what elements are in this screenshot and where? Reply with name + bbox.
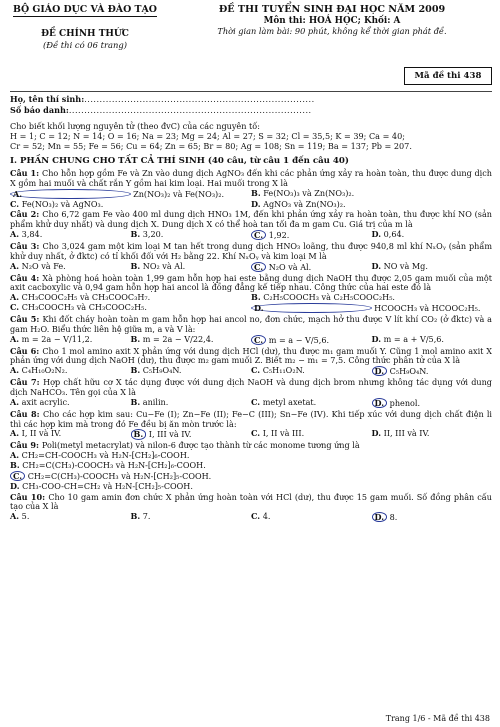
answer-option-c	[10, 303, 251, 314]
ministry-name: BỘ GIÁO DỤC VÀ ĐÀO TẠO	[13, 4, 157, 17]
question-number: Câu 10:	[10, 491, 49, 502]
circled-answer-letter: D.	[251, 303, 372, 313]
answer-option-d	[251, 303, 492, 314]
exam-code-box: Mã đề thi 438	[404, 67, 492, 85]
circled-answer-letter: C.	[251, 262, 266, 272]
candidate-id-line	[10, 106, 492, 116]
candidate-id-label: Số báo danh:	[10, 105, 69, 116]
answer-letter: A.	[10, 260, 20, 271]
answer-text: m = a − V/5,6.	[266, 334, 330, 345]
answer-text: Fe(NO₃)₂ và AgNO₃.	[19, 198, 104, 209]
question-number: Câu 5:	[10, 313, 43, 324]
answer-options	[10, 230, 492, 241]
question-10	[10, 493, 492, 524]
answer-option-d	[372, 230, 493, 241]
answer-letter: C.	[251, 428, 261, 439]
question-text: Poli(metyl metacrylat) và nilon-6 được tạo thành từ các monome tương ứng là	[41, 440, 360, 451]
question-6	[10, 347, 492, 378]
atomic-mass-title: Cho biết khối lượng nguyên tử (theo đvC) của các nguyên tố:	[10, 120, 260, 131]
question-text: Cho 10 gam amin đơn chức X phản ứng hoàn toàn với HCl (dư), thu được 15 gam muối. Số đồng phân cấu tạo của X là	[10, 491, 492, 512]
answer-options	[10, 451, 492, 491]
answer-option-a	[10, 230, 131, 241]
candidate-name-dots: ...........................................................................	[84, 94, 315, 105]
question-number: Câu 9:	[10, 440, 42, 451]
answer-option-c	[251, 366, 372, 377]
answer-letter: B.	[130, 229, 141, 240]
question-3	[10, 242, 492, 273]
answer-letter: D.	[251, 198, 261, 209]
circled-answer-letter: D.	[372, 512, 388, 522]
answer-options	[10, 335, 492, 346]
answer-text: NO và Mg.	[381, 260, 428, 271]
circled-answer-letter: D.	[372, 398, 388, 408]
answer-text: C₅H₁₁O₂N.	[260, 365, 305, 376]
question-number: Câu 2:	[10, 209, 43, 220]
answer-text: Fe(NO₃)₃ và Zn(NO₃)₂.	[260, 187, 355, 198]
question-text: Xà phòng hoá hoàn toàn 1,99 gam hỗn hợp hai este bằng dung dịch NaOH thu được 2,05 gam muối của một axit cacboxylic và 0,94 gam hỗn hợp hai ancol là đồng đẳng kế tiếp nhau. Công thức của hai este đó là	[10, 272, 493, 293]
question-list	[10, 169, 492, 523]
question-8	[10, 410, 492, 441]
question-9	[10, 441, 492, 491]
answer-option-a	[10, 512, 131, 523]
circled-answer-letter: C.	[251, 230, 266, 240]
answer-letter: B.	[10, 460, 20, 471]
answer-text: CH₂=C(CH₃)-COOCH₃ và H₂N-[CH₂]₅-COOH.	[25, 470, 212, 481]
question-7	[10, 378, 492, 409]
answer-text: anilin.	[140, 396, 169, 407]
exam-title: ĐỀ THI TUYỂN SINH ĐẠI HỌC NĂM 2009	[218, 4, 446, 15]
official-label: ĐỀ CHÍNH THỨC	[41, 29, 129, 40]
answer-letter: A.	[10, 428, 20, 439]
answer-option-c	[10, 200, 251, 210]
answer-text: N₂O và Fe.	[19, 260, 66, 271]
answer-option-b	[131, 398, 252, 409]
answer-text: Zn(NO₃)₂ và Fe(NO₃)₂.	[130, 188, 225, 199]
answer-options	[10, 366, 492, 377]
page-count: (Đề thi có 06 trang)	[42, 40, 128, 51]
answer-option-a	[10, 429, 131, 440]
answer-text: CH₃COOCH₃ và CH₃COOC₂H₅.	[19, 302, 147, 313]
answer-text: m = 2a − V/22,4.	[140, 333, 214, 344]
answer-text: phenol.	[387, 397, 421, 408]
answer-letter: B.	[251, 292, 261, 303]
answer-text: axit acrylic.	[19, 396, 70, 407]
answer-option-b	[251, 293, 492, 303]
answer-option-d	[372, 398, 493, 409]
answer-option-a	[10, 335, 131, 346]
answer-options	[10, 189, 492, 210]
section-title: I. PHẦN CHUNG CHO TẤT CẢ THÍ SINH (40 câu, từ câu 1 đến câu 40)	[10, 156, 349, 167]
circled-answer-letter: B.	[131, 429, 147, 439]
question-5	[10, 315, 492, 346]
question-number: Câu 3:	[10, 240, 43, 251]
atomic-mass-intro	[10, 122, 492, 152]
answer-option-d	[372, 512, 493, 523]
answer-letter: D.	[371, 260, 382, 271]
exam-duration: Thời gian làm bài: 90 phút, không kể thời gian phát đề.	[217, 26, 447, 37]
answer-letter: D.	[10, 480, 20, 491]
answer-letter: B.	[251, 187, 261, 198]
answer-text: metyl axetat.	[260, 396, 317, 407]
answer-option-c	[251, 335, 372, 346]
circled-answer-letter: A.	[10, 189, 131, 199]
answer-letter: D.	[371, 333, 382, 344]
header-right	[172, 4, 492, 51]
question-text: Hợp chất hữu cơ X tác dụng được với dung dịch NaOH và dung dịch brom nhưng không tác dụng với dung dịch NaHCO₃. Tên gọi của X là	[10, 377, 492, 397]
answer-text: C₅H₉O₄N.	[387, 366, 429, 377]
answer-text: II, III và IV.	[381, 428, 430, 439]
answer-options	[10, 293, 492, 314]
answer-option-b	[131, 230, 252, 241]
question-text: Cho hỗn hợp gồm Fe và Zn vào dung dịch AgNO₃ đến khi các phản ứng xảy ra hoàn toàn, thu được dung dịch X gồm hai muối và chất rắn Y gồm hai kim loại. Hai muối trong X là	[10, 167, 492, 188]
answer-text: m = a + V/5,6.	[381, 333, 445, 344]
question-1	[10, 169, 492, 209]
answer-text: C₄H₁₀O₂N₂.	[19, 365, 68, 376]
answer-text: 7.	[140, 511, 151, 522]
answer-option-c	[251, 262, 372, 273]
answer-text: CH₃-COO-CH=CH₂ và H₂N-[CH₂]₅-COOH.	[19, 480, 193, 491]
candidate-name-line	[10, 95, 492, 105]
answer-text: HCOOCH₃ và HCOOC₂H₅.	[371, 303, 481, 314]
question-number: Câu 4:	[10, 272, 43, 283]
answer-options	[10, 262, 492, 273]
answer-letter: B.	[130, 511, 141, 522]
answer-text: m = 2a − V/11,2.	[19, 333, 93, 344]
question-text: Cho 6,72 gam Fe vào 400 ml dung dịch HNO₃ 1M, đến khi phản ứng xảy ra hoàn toàn, thu được khí NO (sản phẩm khử duy nhất) và dung dịch X. Dung dịch X có thể hoà tan tối đa m gam Cu. Giá trị của m là	[10, 209, 492, 230]
answer-option-a	[10, 366, 131, 377]
answer-text: NO₂ và Al.	[140, 260, 186, 271]
answer-text: I, II và III.	[260, 428, 305, 439]
answer-letter: A.	[10, 511, 20, 522]
answer-text: N₂O và Al.	[266, 261, 312, 272]
answer-option-b	[131, 335, 252, 346]
question-text: Cho 1 mol amino axit X phản ứng với dung dịch HCl (dư), thu được m₁ gam muối Y. Cũng 1 mol amino axit X phản ứng với dung dịch NaOH (dư), thu được m₂ gam muối Z. Biết m₂ − m₁ = 7,5. Công thức phân tử của X là	[10, 345, 493, 366]
answer-text: 3,20.	[140, 229, 164, 240]
answer-letter: D.	[371, 229, 382, 240]
question-number: Câu 6:	[10, 345, 43, 356]
candidate-name-label: Họ, tên thí sinh:	[10, 94, 85, 105]
answer-text: 5.	[19, 511, 30, 522]
answer-option-d	[372, 335, 493, 346]
answer-letter: B.	[130, 333, 141, 344]
answer-option-a	[10, 398, 131, 409]
answer-option-b	[131, 366, 252, 377]
question-number: Câu 1:	[10, 167, 43, 178]
answer-option-c	[251, 429, 372, 440]
candidate-id-dots: ...............................................................................	[68, 105, 312, 116]
answer-text: AgNO₃ và Zn(NO₃)₂.	[260, 198, 346, 209]
answer-option-b	[131, 512, 252, 523]
answer-letter: B.	[130, 260, 141, 271]
answer-letter: A.	[10, 333, 20, 344]
answer-option-d	[372, 366, 493, 377]
answer-text: C₅H₉O₄N.	[140, 365, 182, 376]
answer-letter: B.	[130, 365, 141, 376]
answer-text: I, III và IV.	[146, 429, 192, 440]
answer-text: 4.	[260, 511, 271, 522]
answer-letter: A.	[10, 396, 20, 407]
header-left	[10, 4, 160, 51]
answer-letter: A.	[10, 450, 20, 461]
answer-letter: B.	[130, 396, 141, 407]
answer-letter: C.	[10, 198, 20, 209]
answer-option-d	[372, 262, 493, 273]
answer-text: 3,84.	[19, 229, 43, 240]
answer-text: CH₂=C(CH₃)-COOCH₃ và H₂N-[CH₂]₆-COOH.	[19, 460, 206, 471]
answer-letter: C.	[10, 302, 20, 313]
answer-text: C₂H₅COOCH₃ và C₂H₅COOC₂H₅.	[260, 292, 396, 303]
circled-answer-letter: C.	[10, 471, 25, 481]
exam-subject: Môn thi: HOÁ HỌC; Khối: A	[263, 15, 401, 26]
answer-letter: D.	[371, 428, 382, 439]
answer-options	[10, 512, 492, 523]
atomic-mass-line-1: H = 1; C = 12; N = 14; O = 16; Na = 23; Mg = 24; Al = 27; S = 32; Cl = 35,5; K = 39; Ca = 40;	[10, 130, 405, 141]
answer-options	[10, 398, 492, 409]
answer-option-b	[131, 262, 252, 273]
answer-letter: A.	[10, 365, 20, 376]
answer-option-d	[372, 429, 493, 440]
answer-option-c	[251, 512, 372, 523]
answer-option-b	[10, 461, 492, 471]
exam-header	[10, 4, 492, 51]
answer-text: CH₂=CH-COOCH₃ và H₂N-[CH₂]₆-COOH.	[19, 450, 190, 461]
answer-letter: A.	[10, 292, 20, 303]
question-text: Cho các hợp kim sau: Cu−Fe (I); Zn−Fe (II); Fe−C (III); Sn−Fe (IV). Khi tiếp xúc với dung dịch chất điện li thì các hợp kim mà trong đó Fe đều bị ăn mòn trước là:	[10, 408, 493, 429]
answer-option-d	[10, 482, 492, 492]
answer-option-c	[251, 398, 372, 409]
answer-letter: A.	[10, 229, 20, 240]
answer-letter: C.	[251, 365, 261, 376]
answer-options	[10, 429, 492, 440]
exam-code-row	[10, 67, 492, 85]
question-2	[10, 210, 492, 241]
answer-letter: C.	[251, 396, 261, 407]
question-number: Câu 8:	[10, 408, 43, 419]
answer-letter: C.	[251, 511, 261, 522]
circled-answer-letter: C.	[251, 335, 266, 345]
question-text: Khi đốt cháy hoàn toàn m gam hỗn hợp hai ancol no, đơn chức, mạch hở thu được V lít khí CO₂ (ở đktc) và a gam H₂O. Biểu thức liên hệ giữa m, a và V là:	[10, 313, 492, 334]
answer-text: 8.	[387, 512, 398, 523]
circled-answer-letter: D.	[372, 366, 388, 376]
answer-text: 0,64.	[381, 229, 405, 240]
question-text: Cho 3,024 gam một kim loại M tan hết trong dung dịch HNO₃ loãng, thu được 940,8 ml khí NₓOᵧ (sản phẩm khử duy nhất, ở đktc) có tỉ khối đối với H₂ bằng 22. Khí NₓOᵧ và kim loại M là	[10, 240, 493, 261]
header-divider	[10, 91, 492, 92]
atomic-mass-line-2: Cr = 52; Mn = 55; Fe = 56; Cu = 64; Zn = 65; Br = 80; Ag = 108; Sn = 119; Ba = 137; Pb = 207.	[10, 140, 412, 151]
answer-text: 1,92.	[266, 230, 290, 241]
page-footer: Trang 1/6 - Mã đề thi 438	[385, 714, 490, 724]
question-number: Câu 7:	[10, 377, 44, 388]
answer-option-c	[251, 230, 372, 241]
answer-option-b	[131, 429, 252, 440]
question-4	[10, 274, 492, 314]
answer-text: CH₃COOC₂H₅ và CH₃COOC₃H₇.	[19, 292, 151, 303]
answer-text: I, II và IV.	[19, 428, 62, 439]
answer-option-d	[251, 200, 492, 210]
answer-option-a	[10, 262, 131, 273]
